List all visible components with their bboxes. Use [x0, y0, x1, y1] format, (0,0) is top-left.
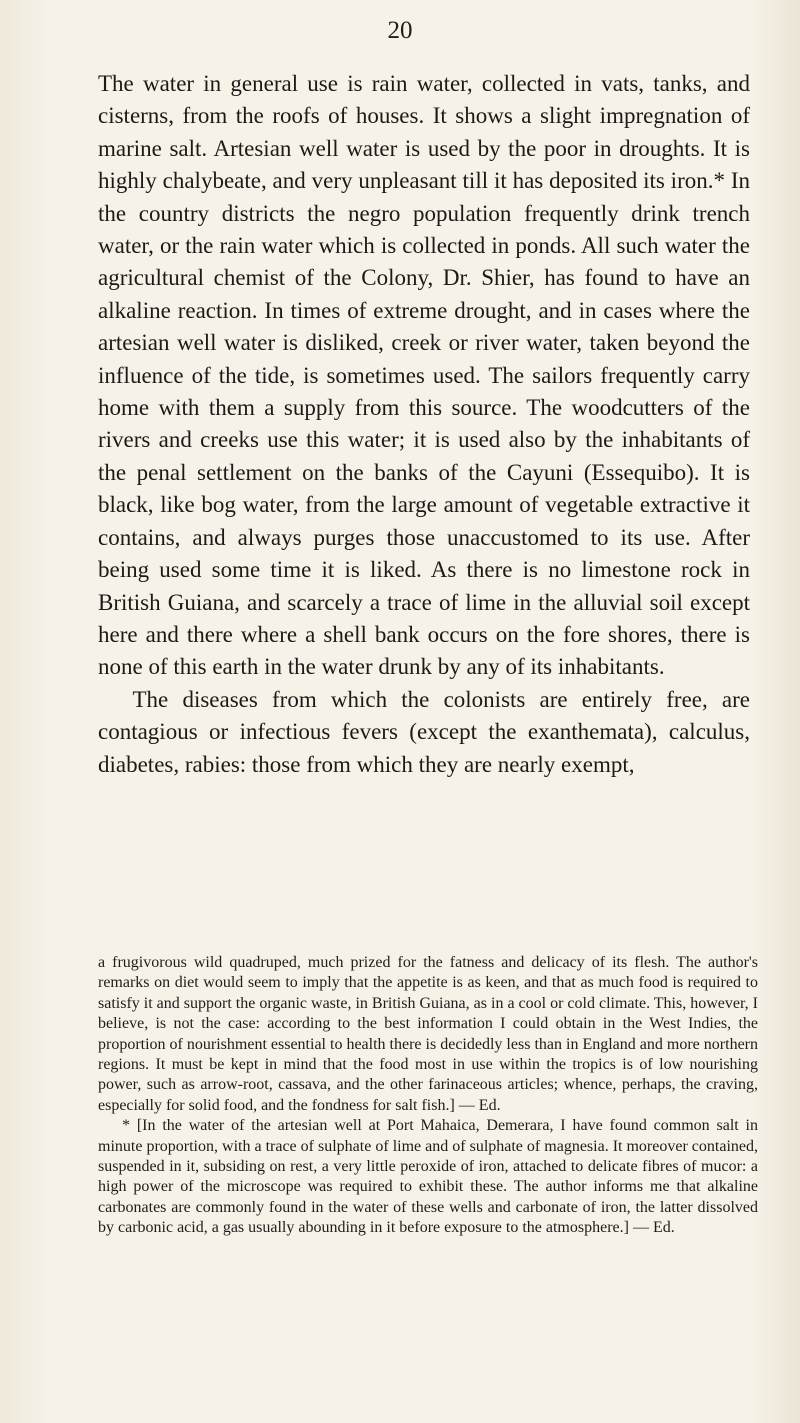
page-number: 20 [387, 17, 413, 44]
body-paragraph: The water in general use is rain water, collected in vats, tanks, and cisterns, from the roofs of houses. It shows a slight impregnation of marine salt. Artesian well water is used by the poor in droughts. It is highly chalybeate, and very unpleasant till it has deposited its iron.* In the country districts the negro population frequently drink trench water, or the rain water which is collected in ponds. All such water the agricultural chemist of the Colony, Dr. Shier, has found to have an alkaline reaction. In times of extreme drought, and in cases where the artesian well water is disliked, creek or river water, taken beyond the influence of the tide, is sometimes used. The sailors frequently carry home with them a supply from this source. The woodcutters of the rivers and creeks use this water; it is used also by the inhabitants of the penal settlement on the banks of the Cayuni (Essequibo). It is black, like bog water, from the large amount of vegetable extractive it contains, and always purges those unaccustomed to its use. After being used some time it is liked. As there is no limestone rock in British Guiana, and scarcely a trace of lime in the alluvial soil except here and there where a shell bank occurs on the fore shores, there is none of this earth in the water drunk by any of its inhabitants. [98, 71, 750, 680]
footnote-asterisk: * [In the water of the artesian well at Port Mahaica, Demerara, I have found common salt in minute proportion, with a trace of sulphate of lime and of sulphate of magnesia. It moreover contained, suspended in it, subsiding on rest, a very little peroxide of iron, attached to delicate fibres of mucor: a high power of the microscope was required to exhibit these. The author informs me that alkaline carbonates are commonly found in the water of these wells and carbonate of iron, the latter dissolved by carbonic acid, a gas usually abounding in it before exposure to the atmosphere.] — Ed. [98, 1117, 758, 1237]
footnote-continued: a frugivorous wild quadruped, much prized for the fatness and delicacy of its flesh. The author's remarks on diet would seem to imply that the appetite is as keen, and that as much food is required to satisfy it and support the organic waste, in British Guiana, as in a cool or cold climate. This, however, I believe, is not the case: according to the best information I could obtain in the West Indies, the proportion of nourishment essential to health there is decidedly less than in England and more northern regions. It must be kept in mind that the food most in use within the tropics is of low nourishing power, such as arrow-root, cassava, and the other farinaceous articles; whence, perhaps, the craving, especially for solid food, and the fondness for salt fish.] — Ed. [98, 954, 758, 1114]
footnotes [98, 953, 758, 1239]
body-text [98, 68, 750, 781]
body-paragraph: The diseases from which the colonists are entirely free, are contagious or infectious fevers (except the exanthemata), calculus, diabetes, rabies: those from which they are nearly exempt, [98, 686, 750, 777]
